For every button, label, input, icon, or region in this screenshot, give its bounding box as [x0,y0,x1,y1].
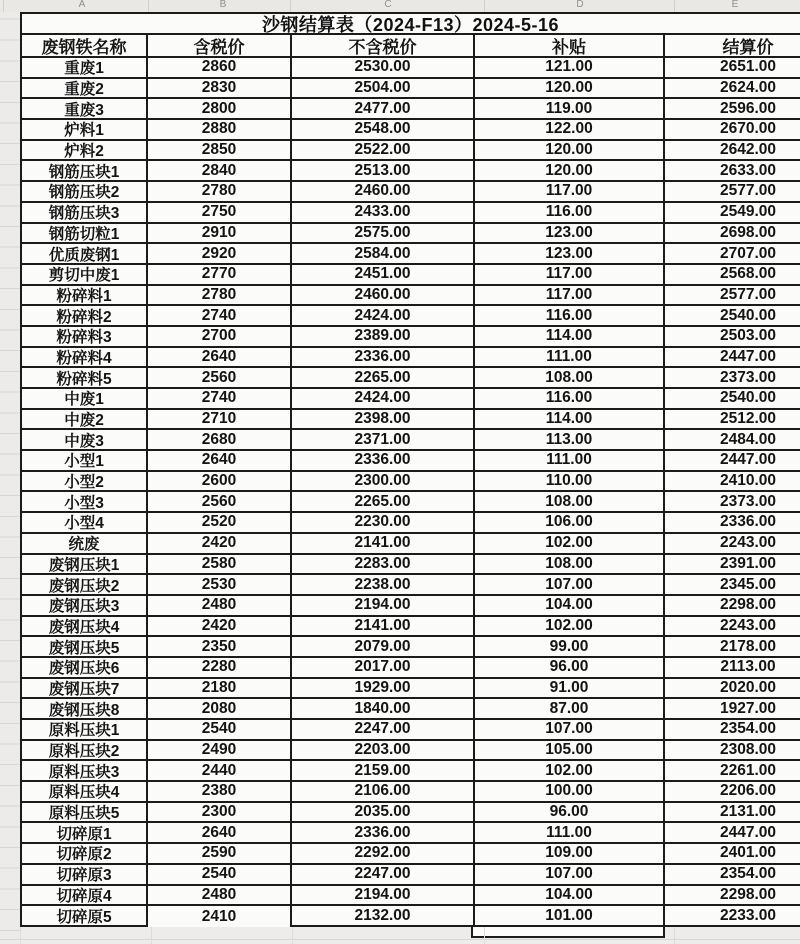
table-row [22,741,800,762]
column-letter-d[interactable]: D [576,0,584,10]
sheet-title[interactable]: 沙钢结算表（2024-F13）2024-5-16 [22,14,800,35]
cell-tax-included[interactable]: 2600 [148,472,292,493]
cell-settlement[interactable]: 2540.00 [665,389,800,410]
cell-tax-excluded[interactable]: 2336.00 [292,451,475,472]
table-row [22,472,800,493]
cell-subsidy[interactable]: 116.00 [475,203,665,224]
cell-name[interactable]: 钢筋压块2 [22,182,148,203]
cell-settlement[interactable]: 2233.00 [665,906,800,927]
cell-settlement[interactable]: 2354.00 [665,865,800,886]
cell-subsidy[interactable]: 120.00 [475,161,665,182]
cell-subsidy[interactable]: 102.00 [475,617,665,638]
cell-tax-excluded[interactable]: 2079.00 [292,637,475,658]
cell-tax-included[interactable]: 2700 [148,327,292,348]
col-header-name[interactable]: 废钢铁名称 [22,35,148,58]
cell-tax-included[interactable]: 2540 [148,720,292,741]
cell-settlement[interactable]: 2624.00 [665,79,800,100]
cell-name[interactable]: 优质废钢1 [22,244,148,265]
cell-settlement[interactable]: 2447.00 [665,823,800,844]
cell-subsidy[interactable]: 114.00 [475,327,665,348]
cell-settlement[interactable]: 2308.00 [665,741,800,762]
cell-settlement[interactable]: 2503.00 [665,327,800,348]
cell-tax-included[interactable]: 2420 [148,534,292,555]
cell-settlement[interactable]: 2261.00 [665,761,800,782]
cell-subsidy[interactable]: 102.00 [475,761,665,782]
cell-name[interactable]: 重废1 [22,58,148,79]
cell-tax-included[interactable]: 2480 [148,886,292,907]
cell-subsidy[interactable]: 106.00 [475,513,665,534]
cell-tax-excluded[interactable]: 2203.00 [292,741,475,762]
cell-subsidy[interactable]: 121.00 [475,58,665,79]
column-letter-a[interactable]: A [78,0,86,10]
cell-name[interactable]: 切碎原2 [22,844,148,865]
cell-tax-included[interactable]: 2710 [148,410,292,431]
col-header-settlement[interactable]: 结算价 [665,35,800,58]
cell-settlement[interactable]: 2670.00 [665,120,800,141]
cell-name[interactable]: 废钢压块2 [22,575,148,596]
cell-subsidy[interactable]: 100.00 [475,782,665,803]
cell-subsidy[interactable]: 99.00 [475,637,665,658]
cell-subsidy[interactable]: 96.00 [475,658,665,679]
cell-subsidy[interactable]: 96.00 [475,803,665,824]
cell-subsidy[interactable]: 116.00 [475,306,665,327]
cell-subsidy[interactable]: 104.00 [475,886,665,907]
table-row [22,451,800,472]
cell-tax-included[interactable]: 2080 [148,699,292,720]
cell-tax-included[interactable]: 2770 [148,265,292,286]
cell-tax-excluded[interactable]: 2283.00 [292,555,475,576]
cell-tax-excluded[interactable]: 2106.00 [292,782,475,803]
table-row [22,679,800,700]
cell-tax-included[interactable]: 2540 [148,865,292,886]
cell-name[interactable]: 废钢压块3 [22,596,148,617]
cell-tax-included[interactable]: 2780 [148,182,292,203]
table-row [22,368,800,389]
cell-name[interactable]: 粉碎料1 [22,286,148,307]
cell-name[interactable]: 钢筋压块1 [22,161,148,182]
cell-tax-included[interactable]: 2680 [148,430,292,451]
cell-tax-excluded[interactable]: 2194.00 [292,596,475,617]
cell-name[interactable]: 原料压块5 [22,803,148,824]
cell-tax-included[interactable]: 2880 [148,120,292,141]
cell-tax-included[interactable]: 2640 [148,823,292,844]
cell-subsidy[interactable]: 111.00 [475,348,665,369]
cell-tax-excluded[interactable]: 2460.00 [292,182,475,203]
cell-tax-included[interactable]: 2490 [148,741,292,762]
cell-name[interactable]: 原料压块2 [22,741,148,762]
cell-settlement[interactable]: 2391.00 [665,555,800,576]
cell-tax-excluded[interactable]: 2247.00 [292,720,475,741]
table-row [22,782,800,803]
table-row [22,906,800,927]
cell-tax-included[interactable]: 2840 [148,161,292,182]
cell-tax-included[interactable]: 2910 [148,224,292,245]
cell-settlement[interactable]: 2512.00 [665,410,800,431]
cell-settlement[interactable]: 2401.00 [665,844,800,865]
cell-tax-excluded[interactable]: 2504.00 [292,79,475,100]
cell-name[interactable]: 中废2 [22,410,148,431]
cell-subsidy[interactable]: 87.00 [475,699,665,720]
table-row [22,327,800,348]
grid-line [484,927,485,944]
cell-settlement[interactable]: 2484.00 [665,430,800,451]
cell-settlement[interactable]: 2577.00 [665,286,800,307]
cell-subsidy[interactable]: 91.00 [475,679,665,700]
table-row [22,844,800,865]
table-row [22,430,800,451]
cell-settlement[interactable]: 2298.00 [665,596,800,617]
cell-settlement[interactable]: 2113.00 [665,658,800,679]
cell-tax-excluded[interactable]: 2424.00 [292,306,475,327]
cell-subsidy[interactable]: 104.00 [475,596,665,617]
cell-subsidy[interactable]: 117.00 [475,265,665,286]
cell-tax-included[interactable]: 2560 [148,368,292,389]
cell-tax-included[interactable]: 2380 [148,782,292,803]
cell-tax-excluded[interactable]: 2141.00 [292,617,475,638]
cell-settlement[interactable]: 2336.00 [665,513,800,534]
cell-subsidy[interactable]: 111.00 [475,451,665,472]
cell-tax-excluded[interactable]: 2575.00 [292,224,475,245]
table-row [22,389,800,410]
cell-tax-excluded[interactable]: 2477.00 [292,99,475,120]
cell-tax-excluded[interactable]: 2513.00 [292,161,475,182]
cell-tax-excluded[interactable]: 2522.00 [292,141,475,162]
cell-name[interactable]: 原料压块4 [22,782,148,803]
cell-name[interactable]: 粉碎料3 [22,327,148,348]
cell-subsidy[interactable]: 123.00 [475,224,665,245]
table-row [22,182,800,203]
table-row [22,720,800,741]
cell-settlement[interactable]: 2178.00 [665,637,800,658]
cell-tax-included[interactable]: 2740 [148,389,292,410]
cell-name[interactable]: 小型1 [22,451,148,472]
cell-tax-included[interactable]: 2580 [148,555,292,576]
column-letter-e[interactable]: E [731,0,739,10]
cell-settlement[interactable]: 1927.00 [665,699,800,720]
cell-tax-excluded[interactable]: 2300.00 [292,472,475,493]
table-row [22,286,800,307]
cell-name[interactable]: 粉碎料5 [22,368,148,389]
cell-settlement[interactable]: 2020.00 [665,679,800,700]
cell-subsidy[interactable]: 107.00 [475,720,665,741]
table-row [22,555,800,576]
cell-settlement[interactable]: 2243.00 [665,617,800,638]
cell-tax-excluded[interactable]: 2230.00 [292,513,475,534]
cell-tax-excluded[interactable]: 2371.00 [292,430,475,451]
cell-name[interactable]: 钢筋压块3 [22,203,148,224]
settlement-table [20,12,800,927]
cell-tax-included[interactable]: 2440 [148,761,292,782]
cell-tax-excluded[interactable]: 2460.00 [292,286,475,307]
table-row [22,306,800,327]
cell-settlement[interactable]: 2707.00 [665,244,800,265]
cell-name[interactable]: 小型2 [22,472,148,493]
cell-name[interactable]: 切碎原3 [22,865,148,886]
cell-tax-excluded[interactable]: 2389.00 [292,327,475,348]
cell-name[interactable]: 中废3 [22,430,148,451]
table-row [22,617,800,638]
band-separator [3,0,4,12]
cell-subsidy[interactable]: 123.00 [475,244,665,265]
cell-tax-excluded[interactable]: 2159.00 [292,761,475,782]
cell-name[interactable]: 重废3 [22,99,148,120]
band-separator [148,0,149,12]
table-row [22,244,800,265]
cell-settlement[interactable]: 2540.00 [665,306,800,327]
cell-subsidy[interactable]: 120.00 [475,79,665,100]
cell-tax-included[interactable]: 2920 [148,244,292,265]
cell-settlement[interactable]: 2596.00 [665,99,800,120]
cell-tax-included[interactable]: 2780 [148,286,292,307]
cell-subsidy[interactable]: 120.00 [475,141,665,162]
table-row [22,161,800,182]
table-row [22,348,800,369]
cell-settlement[interactable]: 2651.00 [665,58,800,79]
cell-name[interactable]: 废钢压块1 [22,555,148,576]
cell-name[interactable]: 小型4 [22,513,148,534]
cell-tax-included[interactable]: 2640 [148,451,292,472]
cell-tax-included[interactable]: 2590 [148,844,292,865]
cell-tax-excluded[interactable]: 2132.00 [292,906,475,927]
cell-name[interactable]: 废钢压块6 [22,658,148,679]
table-row [22,865,800,886]
table-row [22,141,800,162]
cell-settlement[interactable]: 2206.00 [665,782,800,803]
cell-name[interactable]: 中废1 [22,389,148,410]
cell-settlement[interactable]: 2549.00 [665,203,800,224]
cell-settlement[interactable]: 2633.00 [665,161,800,182]
cell-settlement[interactable]: 2410.00 [665,472,800,493]
cell-tax-excluded[interactable]: 2017.00 [292,658,475,679]
cell-subsidy[interactable]: 101.00 [475,906,665,927]
cell-subsidy[interactable]: 110.00 [475,472,665,493]
cell-tax-excluded[interactable]: 2292.00 [292,844,475,865]
table-header-row [22,35,800,58]
cell-settlement[interactable]: 2131.00 [665,803,800,824]
cell-name[interactable]: 粉碎料2 [22,306,148,327]
cell-subsidy[interactable]: 117.00 [475,286,665,307]
cell-tax-included[interactable]: 2180 [148,679,292,700]
cell-tax-excluded[interactable]: 2451.00 [292,265,475,286]
cell-subsidy[interactable]: 108.00 [475,555,665,576]
cell-name[interactable]: 剪切中废1 [22,265,148,286]
cell-settlement[interactable]: 2447.00 [665,451,800,472]
grid-line [0,939,800,940]
cell-name[interactable]: 小型3 [22,492,148,513]
cell-settlement[interactable]: 2354.00 [665,720,800,741]
cell-tax-included[interactable]: 2420 [148,617,292,638]
cell-settlement[interactable]: 2447.00 [665,348,800,369]
cell-tax-included[interactable]: 2280 [148,658,292,679]
cell-tax-excluded[interactable]: 2548.00 [292,120,475,141]
cell-name[interactable]: 废钢压块4 [22,617,148,638]
cell-tax-excluded[interactable]: 2336.00 [292,348,475,369]
cell-tax-excluded[interactable]: 2584.00 [292,244,475,265]
cell-name[interactable]: 炉料1 [22,120,148,141]
column-letter-c[interactable]: C [384,0,392,10]
cell-subsidy[interactable]: 113.00 [475,430,665,451]
cell-tax-included[interactable]: 2300 [148,803,292,824]
cell-tax-included[interactable]: 2800 [148,99,292,120]
cell-settlement[interactable]: 2298.00 [665,886,800,907]
cell-tax-included[interactable]: 2750 [148,203,292,224]
cell-subsidy[interactable]: 114.00 [475,410,665,431]
cell-tax-excluded[interactable]: 2035.00 [292,803,475,824]
cell-tax-included[interactable]: 2740 [148,306,292,327]
cell-settlement[interactable]: 2373.00 [665,368,800,389]
table-row [22,658,800,679]
table-row [22,637,800,658]
table-row [22,99,800,120]
cell-name[interactable]: 原料压块1 [22,720,148,741]
table-row [22,265,800,286]
cell-tax-excluded[interactable]: 2398.00 [292,410,475,431]
cell-tax-included[interactable]: 2530 [148,575,292,596]
left-gutter [0,12,21,944]
table-row [22,120,800,141]
grid-line [292,927,293,944]
table-row [22,823,800,844]
cell-tax-included[interactable]: 2860 [148,58,292,79]
table-row [22,575,800,596]
grid-line [151,927,152,944]
band-separator [674,0,675,12]
cell-tax-included[interactable]: 2560 [148,492,292,513]
cell-tax-excluded[interactable]: 2141.00 [292,534,475,555]
cell-settlement[interactable]: 2577.00 [665,182,800,203]
col-header-tax-excluded[interactable]: 不含税价 [292,35,475,58]
col-header-subsidy[interactable]: 补贴 [475,35,665,58]
cell-subsidy[interactable]: 105.00 [475,741,665,762]
grid-line [674,927,675,944]
cell-subsidy[interactable]: 117.00 [475,182,665,203]
cell-name[interactable]: 原料压块3 [22,761,148,782]
table-row [22,79,800,100]
cell-settlement[interactable]: 2642.00 [665,141,800,162]
cell-subsidy[interactable]: 119.00 [475,99,665,120]
cell-settlement[interactable]: 2345.00 [665,575,800,596]
cell-tax-excluded[interactable]: 2265.00 [292,492,475,513]
table-row [22,224,800,245]
cell-name[interactable]: 粉碎料4 [22,348,148,369]
cell-tax-excluded[interactable]: 2265.00 [292,368,475,389]
cell-name[interactable]: 废钢压块5 [22,637,148,658]
cell-tax-excluded[interactable]: 2530.00 [292,58,475,79]
cell-tax-included[interactable]: 2830 [148,79,292,100]
cell-name[interactable]: 炉料2 [22,141,148,162]
cell-tax-excluded[interactable]: 2194.00 [292,886,475,907]
cell-name[interactable]: 切碎原4 [22,886,148,907]
cell-settlement[interactable]: 2243.00 [665,534,800,555]
cell-tax-excluded[interactable]: 2247.00 [292,865,475,886]
cell-name[interactable]: 废钢压块8 [22,699,148,720]
cell-tax-excluded[interactable]: 2238.00 [292,575,475,596]
cell-tax-included[interactable]: 2640 [148,348,292,369]
cell-settlement[interactable]: 2568.00 [665,265,800,286]
col-header-tax-included[interactable]: 含税价 [148,35,292,58]
table-row [22,410,800,431]
table-row [22,513,800,534]
cell-tax-excluded[interactable]: 2433.00 [292,203,475,224]
cell-subsidy[interactable]: 107.00 [475,575,665,596]
table-body [22,58,800,927]
cell-name[interactable]: 切碎原1 [22,823,148,844]
table-row [22,761,800,782]
cell-name[interactable]: 废钢压块7 [22,679,148,700]
table-row [22,58,800,79]
table-row [22,492,800,513]
column-letter-b[interactable]: B [219,0,227,10]
cell-subsidy[interactable]: 109.00 [475,844,665,865]
cell-subsidy[interactable]: 111.00 [475,823,665,844]
table-row [22,596,800,617]
table-row [22,203,800,224]
cell-subsidy[interactable]: 116.00 [475,389,665,410]
cell-settlement[interactable]: 2698.00 [665,224,800,245]
cell-tax-included[interactable]: 2520 [148,513,292,534]
cell-name[interactable]: 钢筋切粒1 [22,224,148,245]
cell-subsidy[interactable]: 102.00 [475,534,665,555]
cell-name[interactable]: 切碎原5 [22,906,148,927]
table-row [22,534,800,555]
cell-subsidy[interactable]: 107.00 [475,865,665,886]
cell-tax-included[interactable]: 2410 [148,906,292,927]
table-row [22,886,800,907]
empty-cell-below-subsidy[interactable] [471,927,665,938]
cell-tax-included[interactable]: 2350 [148,637,292,658]
table-row [22,699,800,720]
cell-subsidy[interactable]: 108.00 [475,492,665,513]
cell-settlement[interactable]: 2373.00 [665,492,800,513]
cell-name[interactable]: 统废 [22,534,148,555]
cell-tax-excluded[interactable]: 2336.00 [292,823,475,844]
cell-tax-included[interactable]: 2480 [148,596,292,617]
cell-tax-included[interactable]: 2850 [148,141,292,162]
cell-subsidy[interactable]: 122.00 [475,120,665,141]
cell-tax-excluded[interactable]: 1840.00 [292,699,475,720]
cell-subsidy[interactable]: 108.00 [475,368,665,389]
cell-tax-excluded[interactable]: 1929.00 [292,679,475,700]
cell-tax-excluded[interactable]: 2424.00 [292,389,475,410]
table-row [22,803,800,824]
cell-name[interactable]: 重废2 [22,79,148,100]
